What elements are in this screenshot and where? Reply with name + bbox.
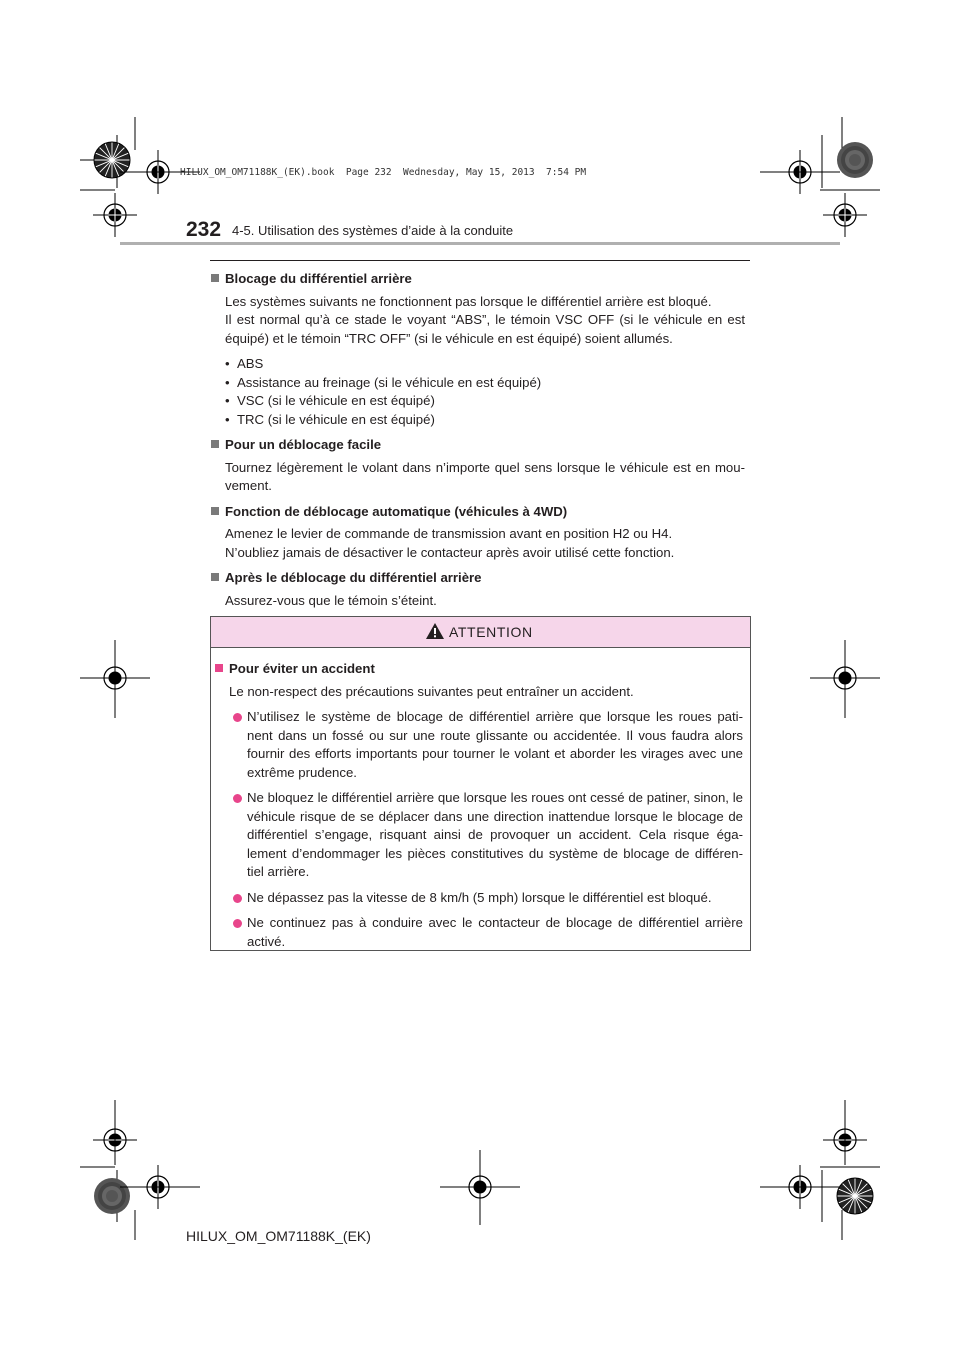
section-heading: Après le déblocage du différentiel arrière	[211, 569, 745, 588]
page-number: 232	[186, 218, 222, 241]
paragraph: N’oubliez jamais de désactiver le contacteur après avoir utilisé cette fonction.	[225, 544, 675, 560]
heading-square-icon	[215, 664, 223, 672]
section-heading: Pour un déblocage facile	[211, 436, 745, 455]
section-rear-diff-lock	[211, 270, 745, 429]
warning-triangle-icon	[425, 622, 445, 640]
paragraph: Assurez-vous que le témoin s’éteint.	[225, 592, 437, 608]
main-content	[211, 270, 745, 610]
heading-square-icon	[211, 507, 219, 515]
registration-mark-icon	[823, 193, 867, 237]
color-bar-wheel-icon	[94, 1178, 130, 1214]
print-info: HILUX_OM_OM71188K_(EK).book Page 232 Wednesday, May 15, 2013 7:54 PM	[180, 167, 587, 178]
section-heading: Fonction de déblocage automatique (véhicules à 4WD)	[211, 503, 745, 522]
header-rule	[120, 242, 840, 245]
section-title: 4-5. Utilisation des systèmes d’aide à la conduite	[232, 223, 514, 238]
list-item: • VSC (si le véhicule en est équipé)	[225, 393, 435, 408]
warning-item: Ne dépassez pas la vitesse de 8 km/h (5 mph) lorsque le différentiel est bloqué.	[215, 889, 743, 908]
paragraph: Il est normal qu’à ce stade le voyant “ABS”, le témoin VSC OFF (si le véhicule en est équipé) et le témoin “TRC OFF” (si le véhicule en est équipé) soient allumés.	[225, 312, 745, 346]
warning-item: Ne continuez pas à conduire avec le contacteur de blocage de différentiel arrière activé.	[215, 914, 743, 951]
warning-item: Ne bloquez le différentiel arrière que lorsque les roues ont cessé de patiner, sinon, le véhicule risque de se déplacer dans une direction inattendue lorsque le blocage de différentiel s’engage, risquant ainsi de provoquer un accident. Cela risque éga-lement d’endommager les pièces constitutives du système de blocage de différen-tiel arrière.	[215, 789, 743, 882]
color-bar-wheel-icon	[837, 1178, 873, 1214]
warning-body	[211, 648, 750, 951]
registration-mark-icon	[93, 193, 137, 237]
bullet-dot-icon	[233, 794, 242, 803]
warning-heading: Pour éviter un accident	[215, 660, 743, 679]
bullet-dot-icon	[233, 894, 242, 903]
warning-box	[210, 616, 751, 951]
section-heading: Blocage du différentiel arrière	[211, 270, 745, 289]
list-item: • TRC (si le véhicule en est équipé)	[225, 411, 435, 427]
section-easy-unlock	[211, 436, 745, 496]
paragraph: Les systèmes suivants ne fonctionnent pas lorsque le différentiel arrière est bloqué.	[225, 293, 712, 309]
warning-intro: Le non-respect des précautions suivantes peut entraîner un accident.	[229, 683, 634, 699]
warning-header	[211, 617, 750, 648]
section-after-unlock	[211, 569, 745, 610]
heading-square-icon	[211, 573, 219, 581]
paragraph: Tournez légèrement le volant dans n’importe quel sens lorsque le véhicule est en mou-vement.	[225, 459, 745, 493]
bullet-list	[225, 355, 745, 429]
warning-title: ATTENTION	[449, 624, 533, 640]
warning-item: N’utilisez le système de blocage de différentiel arrière que lorsque les roues pati-nent dans un fossé ou sur une route glissante ou accidentée. Il vous faudra alors fournir des efforts importants pour tourner le volant et aborder les virages avec une extrême prudence.	[215, 708, 743, 782]
paragraph: Amenez le levier de commande de transmission avant en position H2 ou H4.	[225, 526, 673, 541]
bullet-dot-icon	[233, 919, 242, 928]
heading-square-icon	[211, 274, 219, 282]
heading-square-icon	[211, 440, 219, 448]
footer-code: HILUX_OM_OM71188K_(EK)	[186, 1228, 371, 1244]
color-bar-wheel-icon	[94, 142, 130, 178]
bullet-dot-icon	[233, 713, 242, 722]
list-item: • ABS	[225, 356, 264, 371]
section-auto-unlock	[211, 503, 745, 563]
content-rule	[210, 260, 750, 261]
list-item: • Assistance au freinage (si le véhicule en est équipé)	[225, 374, 542, 390]
color-bar-wheel-icon	[837, 142, 873, 178]
